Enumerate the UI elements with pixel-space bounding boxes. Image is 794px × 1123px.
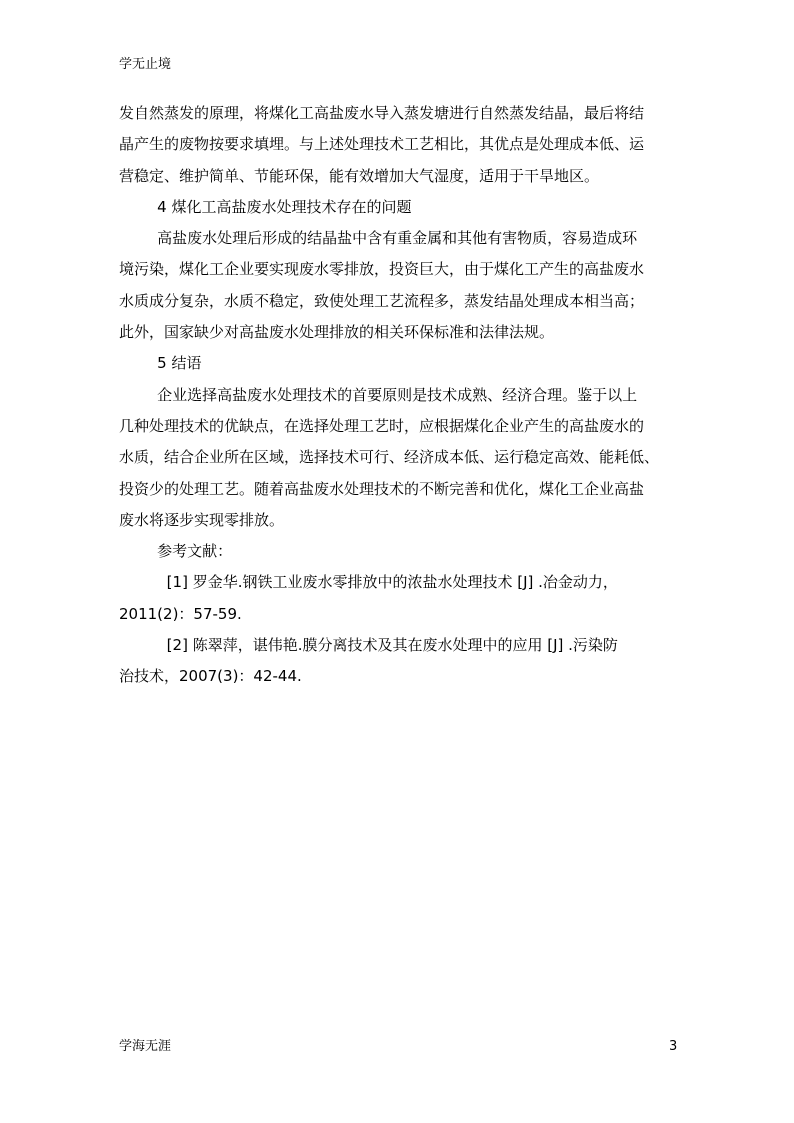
reference-item: [1] 罗金华.钢铁工业废水零排放中的浓盐水处理技术 [J] .冶金动力，	[119, 573, 618, 592]
page-footer: 学海无涯	[119, 1039, 172, 1054]
reference-item: 治技术，2007(3)：42-44.	[119, 667, 302, 686]
text-line: 企业选择高盐废水处理技术的首要原则是技术成熟、经济合理。鉴于以上	[119, 385, 638, 404]
text-line: 晶产生的废物按要求填埋。与上述处理技术工艺相比，其优点是处理成本低、运	[119, 135, 645, 154]
text-line: 此外，国家缺少对高盐废水处理排放的相关环保标准和法律法规。	[119, 323, 555, 342]
reference-item: 2011(2)：57-59.	[119, 604, 242, 623]
page-number: 3	[669, 1039, 678, 1054]
page-header: 学无止境	[119, 57, 172, 72]
text-line: 营稳定、维护简单、节能环保，能有效增加大气湿度，适用于干旱地区。	[119, 166, 600, 185]
text-line: 发自然蒸发的原理，将煤化工高盐废水导入蒸发塘进行自然蒸发结晶，最后将结	[119, 104, 645, 122]
text-line: 水质，结合企业所在区域，选择技术可行、经济成本低、运行稳定高效、能耗低、	[119, 448, 660, 467]
text-line: 几种处理技术的优缺点，在选择处理工艺时，应根据煤化企业产生的高盐废水的	[119, 416, 645, 435]
text-line: 境污染，煤化工企业要实现废水零排放，投资巨大，由于煤化工产生的高盐废水	[119, 260, 645, 279]
references-heading: 参考文献：	[119, 542, 233, 561]
reference-item: [2] 陈翠萍，谌伟艳.膜分离技术及其在废水处理中的应用 [J] .污染防	[119, 636, 618, 655]
text-line: 废水将逐步实现零排放。	[119, 510, 285, 529]
text-line: 水质成分复杂，水质不稳定，致使处理工艺流程多，蒸发结晶处理成本相当高；	[119, 291, 645, 310]
text-line: 投资少的处理工艺。随着高盐废水处理技术的不断完善和优化，煤化工企业高盐	[119, 479, 645, 498]
section-heading: 4 煤化工高盐废水处理技术存在的问题	[119, 197, 412, 216]
document-body	[119, 98, 685, 693]
text-line: 高盐废水处理后形成的结晶盐中含有重金属和其他有害物质，容易造成环	[119, 229, 638, 248]
section-heading: 5 结语	[119, 354, 202, 373]
